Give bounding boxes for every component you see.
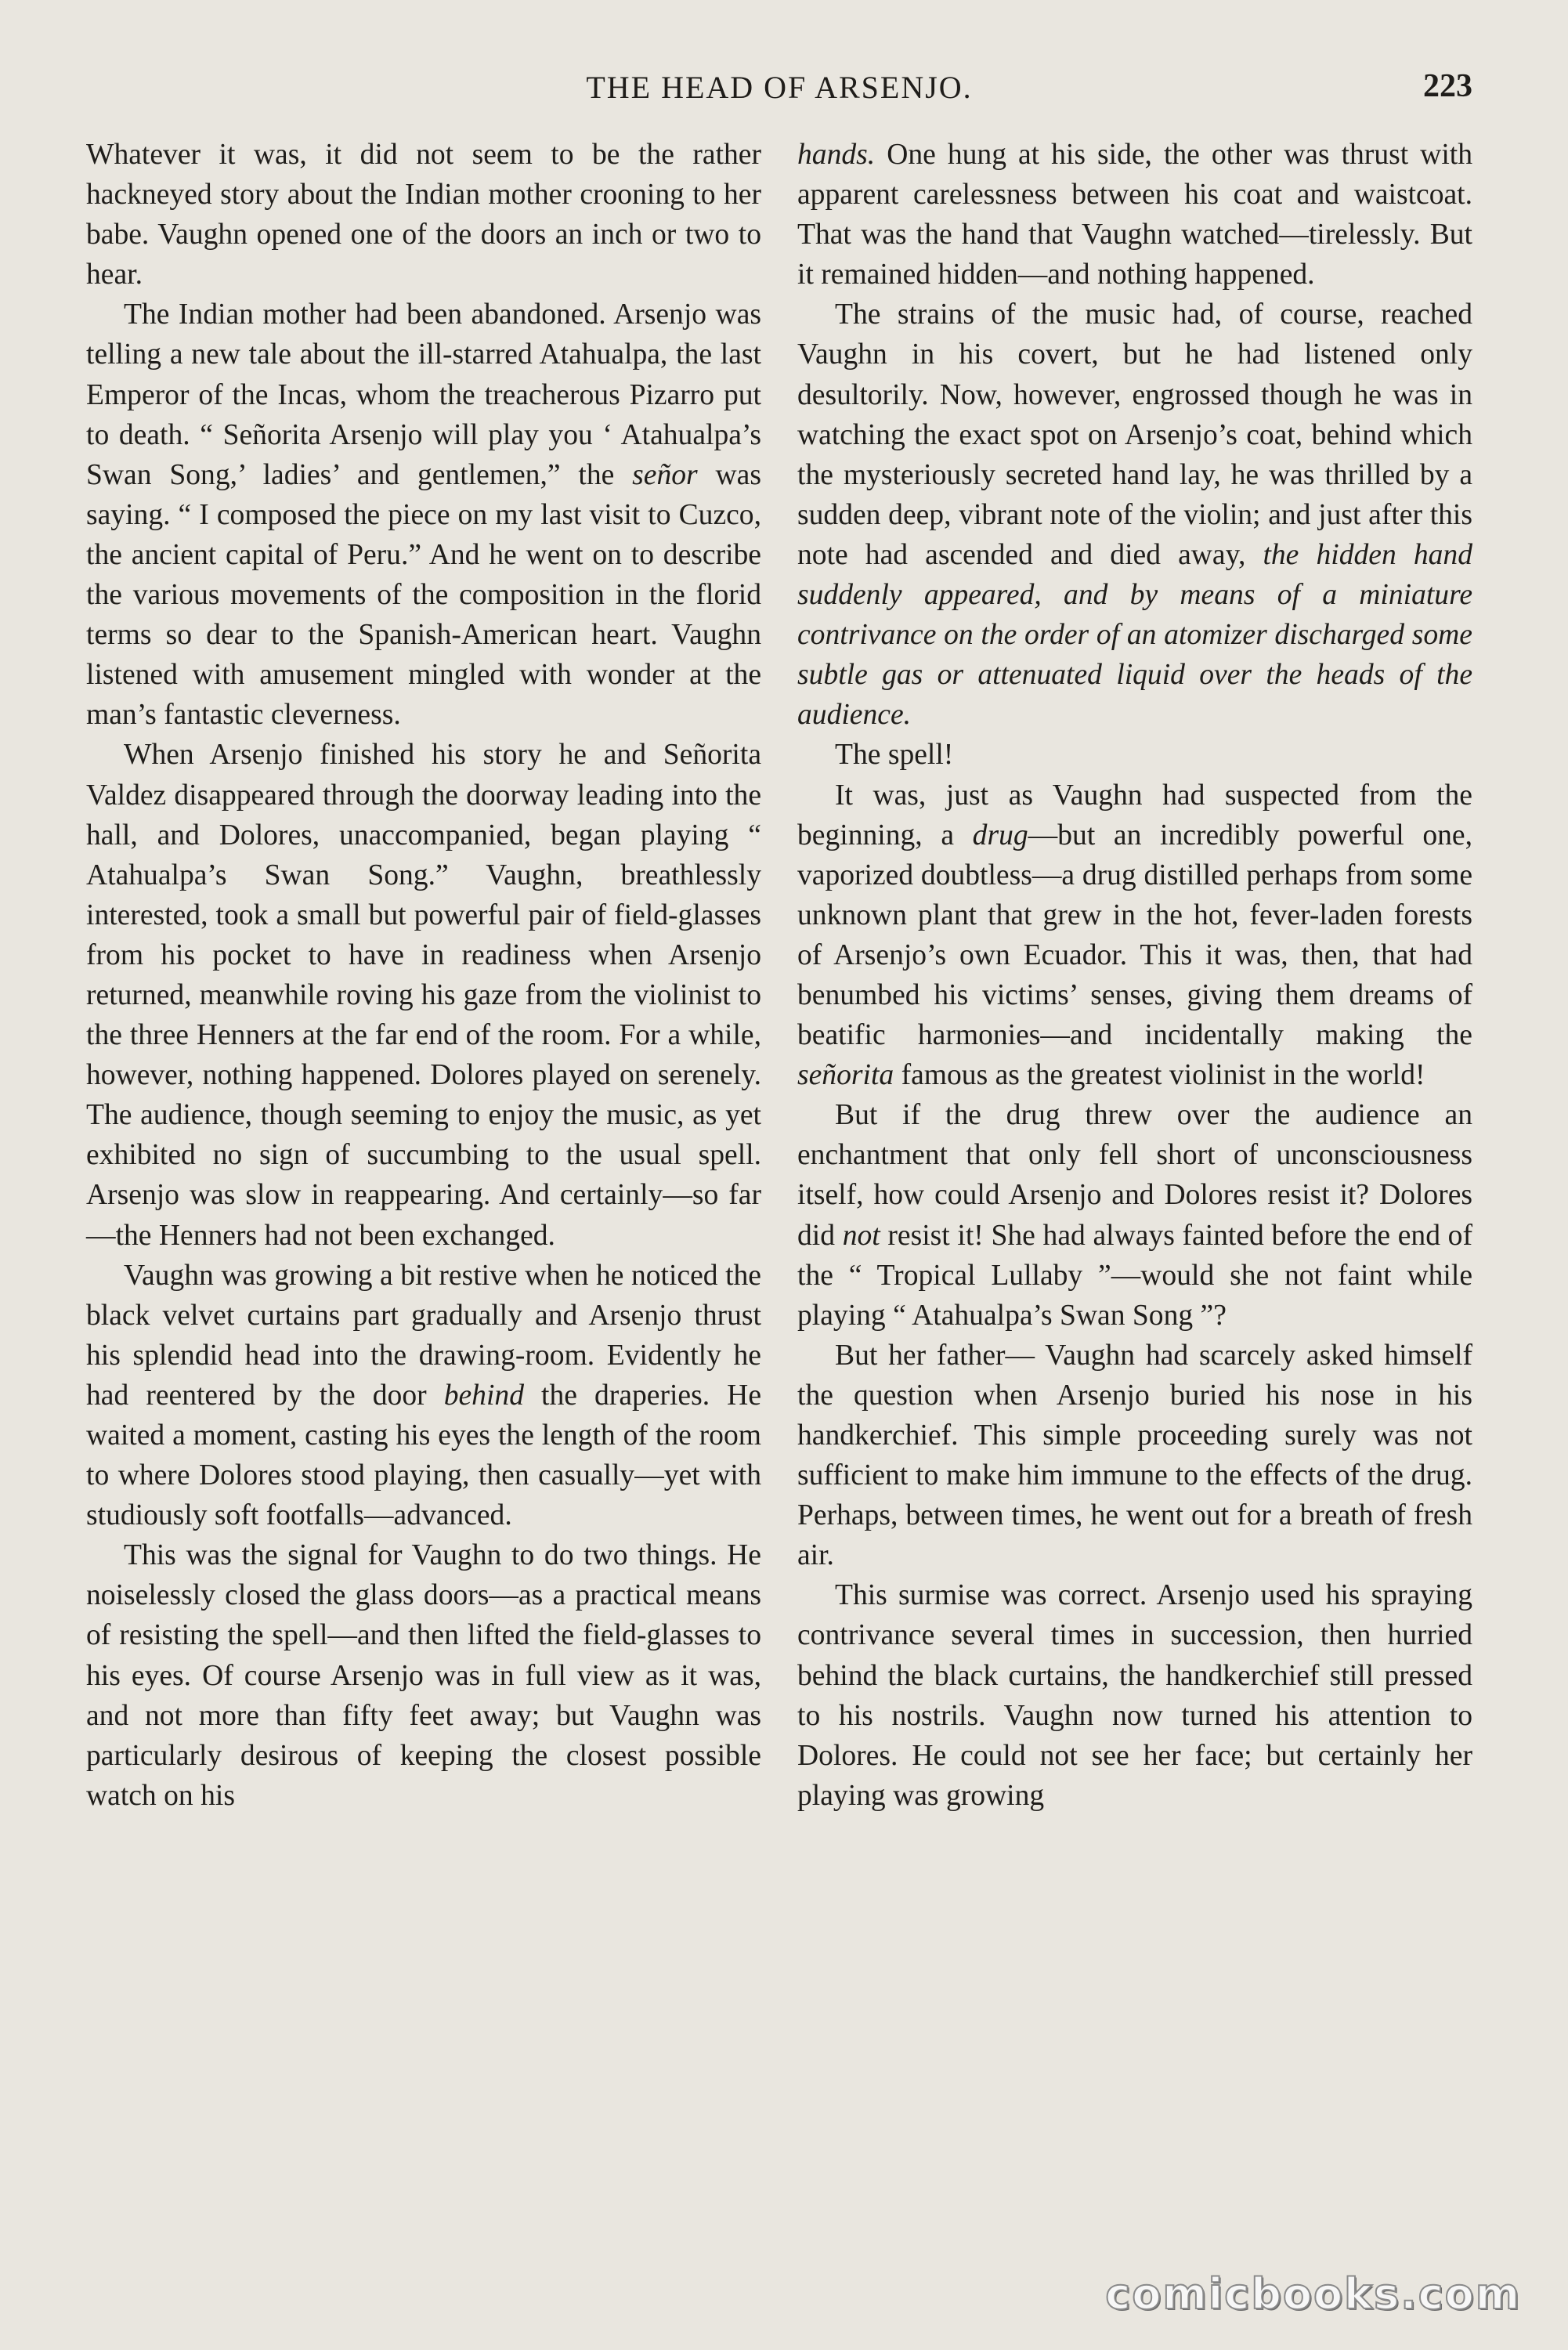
paragraph xyxy=(797,735,1472,775)
paragraph xyxy=(797,1575,1472,1816)
text-run: —but an incredibly powerful one, vaporized doubtless—a drug distilled perhaps from some unknown plant that grew in the hot, fever-laden forests of Arsenjo’s own Ecuador. This it was, then, that had benumbed his victims’ senses, giving them dreams of beatific harmonies—and incidentally making the xyxy=(797,819,1472,1052)
italic-text: the hidden hand suddenly appeared, and by means of a miniature contrivance on the order of an atomizer discharged some subtle gas or attenuated liquid over the heads of the audience. xyxy=(797,538,1472,732)
text-run: This was the signal for Vaughn to do two things. He noiselessly closed the glass doors—as a practical means of resisting the spell—and then lifted the field-glasses to his eyes. Of course Arsenjo was in full view as it was, and not more than fifty feet away; but Vaughn was particularly desirous of keeping the closest possible watch on his xyxy=(86,1539,761,1812)
right-column xyxy=(797,135,1472,1816)
italic-text: drug xyxy=(972,819,1028,851)
paragraph xyxy=(86,735,761,1255)
paragraph xyxy=(797,295,1472,735)
paragraph xyxy=(86,1535,761,1816)
italic-text: señor xyxy=(632,458,698,491)
page-header xyxy=(86,61,1472,116)
page-number: 223 xyxy=(1423,68,1472,104)
italic-text: not xyxy=(842,1219,880,1252)
text-run: resist it! She had always fainted before the end of the “ Tropical Lullaby ”—would she not faint while playing “ Atahualpa’s Swan Song ”? xyxy=(797,1219,1472,1332)
text-run: But if the drug threw over the audience an enchantment that only fell short of unconsciousness itself, how could Arsenjo and Dolores resist it? Dolores did xyxy=(797,1099,1472,1252)
text-run: It was, just as Vaughn had suspected from the beginning, a xyxy=(797,779,1472,851)
text-run: The spell! xyxy=(835,739,954,772)
paragraph xyxy=(797,135,1472,295)
text-run: Whatever it was, it did not seem to be the rather hackneyed story about the Indian mother crooning to her babe. Vaughn opened one of the doors an inch or two to hear. xyxy=(86,139,761,291)
watermark-logo: comicbooks.com xyxy=(1105,2269,1521,2319)
left-column xyxy=(86,135,761,1816)
paragraph xyxy=(86,295,761,735)
text-run: The strains of the music had, of course, reached Vaughn in his covert, but he had listened only desultorily. Now, however, engrossed though he was in watching the exact spot on Arsenjo’s coat, behind which the mysteriously secreted hand lay, he was thrilled by a sudden deep, vibrant note of the violin; and just after this note had ascended and died away, xyxy=(797,298,1472,571)
paragraph xyxy=(797,1095,1472,1336)
italic-text: hands. xyxy=(797,139,876,171)
text-run: This surmise was correct. Arsenjo used his spraying contrivance several times in succession, then hurried behind the black curtains, the handkerchief still pressed to his nostrils. Vaughn now turned his attention to Dolores. He could not see her face; but certainly her playing was growing xyxy=(797,1579,1472,1812)
text-run: But her father— Vaughn had scarcely asked himself the question when Arsenjo buried his nose in his handkerchief. This simple proceeding surely was not sufficient to make him immune to the effects of the drug. Perhaps, between times, he went out for a breath of fresh air. xyxy=(797,1339,1472,1572)
running-title: THE HEAD OF ARSENJO. xyxy=(586,70,973,105)
text-run: was saying. “ I composed the piece on my last visit to Cuzco, the ancient capital of Peru.” And he went on to describe the various movements of the composition in the florid terms so dear to the Spanish-American heart. Vaughn listened with amusement mingled with wonder at the man’s fantastic cleverness. xyxy=(86,458,761,732)
text-run: famous as the greatest violinist in the world! xyxy=(894,1059,1425,1092)
paragraph xyxy=(797,776,1472,1096)
text-run: the draperies. He waited a moment, casting his eyes the length of the room to where Dolores stood playing, then casually—yet with studiously soft footfalls—advanced. xyxy=(86,1379,761,1532)
italic-text: behind xyxy=(443,1379,524,1412)
paragraph xyxy=(86,135,761,295)
text-run: Vaughn was growing a bit restive when he noticed the black velvet curtains part gradually and Arsenjo thrust his splendid head into the drawing-room. Evidently he had reentered by the door xyxy=(86,1259,761,1412)
paragraph xyxy=(86,1256,761,1536)
text-run: When Arsenjo finished his story he and Señorita Valdez disappeared through the doorway leading into the hall, and Dolores, unaccompanied, began playing “ Atahualpa’s Swan Song.” Vaughn, breathlessly interested, took a small but powerful pair of field-glasses from his pocket to have in readiness when Arsenjo returned, meanwhile roving his gaze from the violinist to the three Henners at the far end of the room. For a while, however, nothing happened. Dolores played on serenely. The audience, though seeming to enjoy the music, as yet exhibited no sign of succumbing to the usual spell. Arsenjo was slow in reappearing. And certainly—so far—the Henners had not been exchanged. xyxy=(86,739,761,1252)
paragraph xyxy=(797,1336,1472,1576)
text-run: One hung at his side, the other was thrust with apparent carelessness between his coat and waistcoat. That was the hand that Vaughn watched—tirelessly. But it remained hidden—and nothing happened. xyxy=(797,139,1472,291)
text-run: The Indian mother had been abandoned. Arsenjo was telling a new tale about the ill-starred Atahualpa, the last Emperor of the Incas, whom the treacherous Pizarro put to death. “ Señorita Arsenjo will play you ‘ Atahualpa’s Swan Song,’ ladies’ and gentlemen,” the xyxy=(86,298,761,491)
italic-text: señorita xyxy=(797,1059,894,1092)
